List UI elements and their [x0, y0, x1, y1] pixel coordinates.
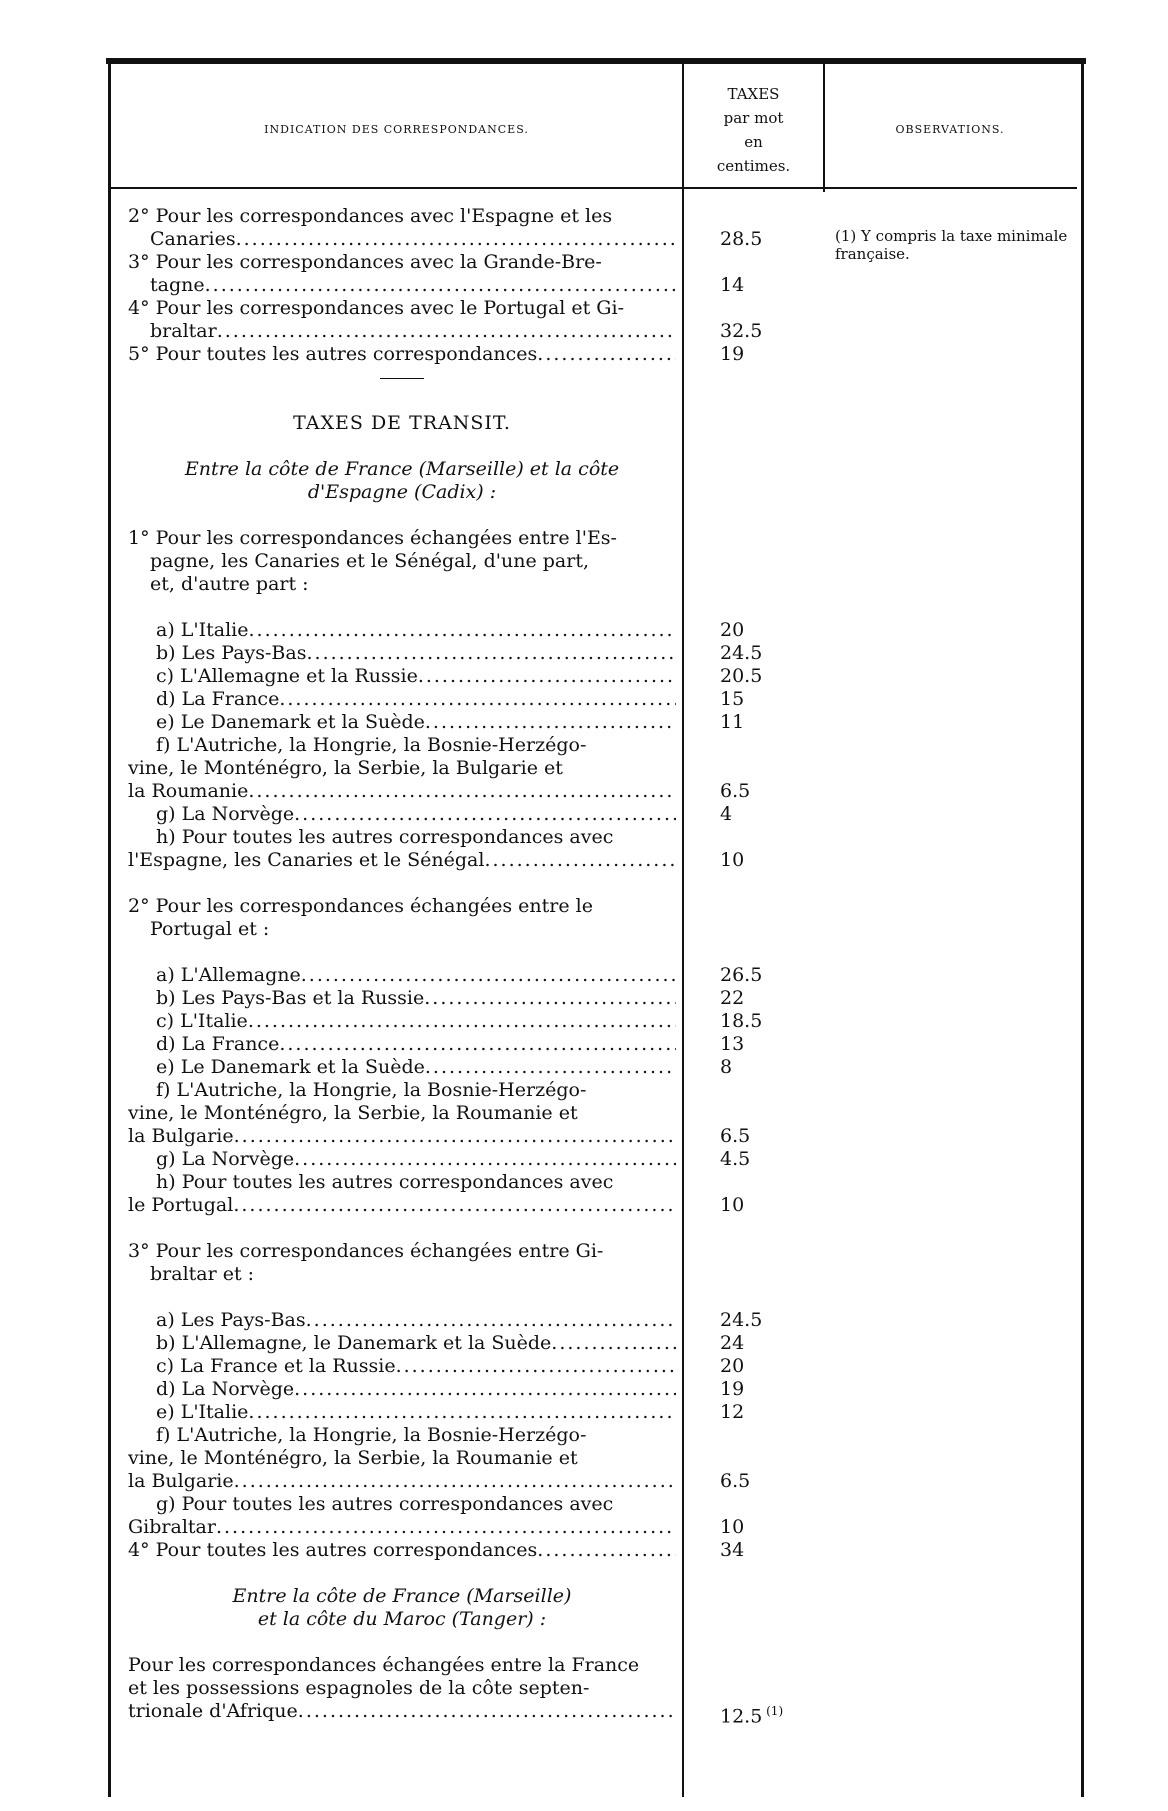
tax-value: 26.5 — [720, 964, 763, 986]
dot-leader — [205, 274, 676, 297]
spacer — [720, 1102, 820, 1125]
entry-line — [128, 228, 676, 251]
entry-line: g) Pour toutes les autres correspondances avec — [156, 1493, 614, 1515]
entry-line — [128, 1125, 676, 1148]
entry-text: la Bulgarie — [128, 1470, 234, 1492]
spacer — [720, 1631, 820, 1654]
spacer — [720, 734, 820, 757]
spacer — [128, 1631, 676, 1654]
entry-text: e) Le Danemark et la Suède — [156, 1056, 425, 1078]
entry-text: a) L'Allemagne — [156, 964, 301, 986]
entry-text: la Bulgarie — [128, 1125, 234, 1147]
header-taxes-line: en — [744, 133, 763, 151]
dot-leader — [294, 1378, 676, 1401]
spacer — [720, 297, 820, 320]
route-title: Entre la côte de France (Marseille) et la côte — [184, 458, 620, 480]
tax-value: 10 — [720, 1516, 745, 1538]
entry-text: c) L'Italie — [156, 1010, 248, 1032]
tax-value: 32.5 — [720, 320, 763, 342]
tax-value: 12 — [720, 1401, 745, 1423]
spacer — [720, 550, 820, 573]
spacer — [720, 1286, 820, 1309]
spacer — [128, 435, 676, 458]
tax-value: 20.5 — [720, 665, 763, 687]
entry-line — [128, 274, 676, 297]
entry-line — [128, 1470, 676, 1493]
spacer — [128, 596, 676, 619]
section-title: TAXES DE TRANSIT. — [293, 412, 511, 434]
entry-line — [128, 665, 676, 688]
entry-line — [128, 1033, 676, 1056]
tax-value: 24.5 — [720, 1309, 763, 1331]
spacer — [720, 205, 820, 228]
spacer — [720, 895, 820, 918]
entry-line — [128, 1309, 676, 1332]
entry-text: d) La France — [156, 688, 280, 710]
header-taxes-line: par mot — [723, 109, 784, 127]
header-observations: OBSERVATIONS. — [895, 123, 1005, 136]
spacer — [720, 573, 820, 596]
spacer — [128, 1562, 676, 1585]
separator — [128, 366, 676, 389]
entry-line — [128, 964, 676, 987]
tax-value: 24.5 — [720, 642, 763, 664]
entry-text: b) Les Pays-Bas et la Russie — [156, 987, 425, 1009]
entry-line — [128, 642, 676, 665]
entry-text: trionale d'Afrique — [128, 1700, 298, 1722]
entry-line: 3° Pour les correspondances avec la Grande-Bre- — [128, 251, 602, 273]
dot-leader — [425, 711, 676, 734]
spacer — [720, 1424, 820, 1447]
tax-value: 6.5 — [720, 1125, 751, 1147]
dot-leader — [217, 320, 676, 343]
entry-text: 5° Pour toutes les autres correspondances — [128, 343, 538, 365]
tax-value: 19 — [720, 1378, 745, 1400]
spacer — [720, 757, 820, 780]
spacer — [720, 1585, 820, 1608]
spacer — [720, 366, 820, 389]
spacer — [720, 1079, 820, 1102]
entry-line: h) Pour toutes les autres correspondances avec — [156, 826, 614, 848]
entry-text: a) Les Pays-Bas — [156, 1309, 306, 1331]
entry-line — [128, 1355, 676, 1378]
spacer — [720, 435, 820, 458]
dot-leader — [484, 849, 676, 872]
dot-leader — [216, 1516, 676, 1539]
entry-text: e) L'Italie — [156, 1401, 249, 1423]
spacer — [128, 872, 676, 895]
entry-line — [128, 849, 676, 872]
tax-value: 6.5 — [720, 1470, 751, 1492]
entry-text: 4° Pour toutes les autres correspondances — [128, 1539, 538, 1561]
route-title: d'Espagne (Cadix) : — [307, 481, 497, 503]
dot-leader — [279, 1033, 676, 1056]
spacer — [720, 872, 820, 895]
entry-line: vine, le Monténégro, la Serbie, la Roumanie et — [128, 1447, 578, 1469]
entry-line: 2° Pour les correspondances échangées entre le — [128, 895, 593, 917]
spacer — [128, 1286, 676, 1309]
entry-line — [128, 1148, 676, 1171]
spacer — [720, 1171, 820, 1194]
route-title: et la côte du Maroc (Tanger) : — [257, 1608, 547, 1630]
spacer — [720, 389, 820, 412]
entry-line — [128, 987, 676, 1010]
entry-line: Portugal et : — [150, 918, 270, 940]
dot-leader — [306, 1309, 676, 1332]
entry-line: f) L'Autriche, la Hongrie, la Bosnie-Herzégo- — [156, 1424, 587, 1446]
entry-line — [128, 619, 676, 642]
tax-value: 15 — [720, 688, 745, 710]
tax-value: 20 — [720, 1355, 745, 1377]
entry-text: b) L'Allemagne, le Danemark et la Suède — [156, 1332, 552, 1354]
header-indication: INDICATION DES CORRESPONDANCES. — [264, 123, 529, 136]
entry-line: f) L'Autriche, la Hongrie, la Bosnie-Herzégo- — [156, 734, 587, 756]
indication-column — [128, 205, 676, 1723]
entry-line: et les possessions espagnoles de la côte septen- — [128, 1677, 590, 1699]
tax-value: 14 — [720, 274, 745, 296]
route-title: Entre la côte de France (Marseille) — [232, 1585, 572, 1607]
entry-text: c) L'Allemagne et la Russie — [156, 665, 418, 687]
entry-line — [128, 320, 676, 343]
entry-line: vine, le Monténégro, la Serbie, la Roumanie et — [128, 1102, 578, 1124]
tax-value: 24 — [720, 1332, 745, 1354]
entry-text: e) Le Danemark et la Suède — [156, 711, 425, 733]
entry-text: d) La France — [156, 1033, 280, 1055]
spacer — [720, 1562, 820, 1585]
entry-text: b) Les Pays-Bas — [156, 642, 307, 664]
spacer — [720, 504, 820, 527]
entry-line: pagne, les Canaries et le Sénégal, d'une part, — [150, 550, 590, 572]
tax-value: 10 — [720, 1194, 745, 1216]
spacer — [128, 941, 676, 964]
tax-value: 28.5 — [720, 228, 763, 250]
spacer — [720, 918, 820, 941]
entry-line — [128, 1332, 676, 1355]
entry-line — [128, 1010, 676, 1033]
entry-line — [128, 688, 676, 711]
spacer — [720, 458, 820, 481]
entry-line — [128, 803, 676, 826]
footnote-ref: (1) — [762, 1704, 784, 1718]
header-taxes — [684, 82, 823, 178]
spacer — [720, 1493, 820, 1516]
dot-leader — [301, 964, 676, 987]
entry-text: a) L'Italie — [156, 619, 249, 641]
tax-value: 20 — [720, 619, 745, 641]
dot-leader — [279, 688, 676, 711]
dot-leader — [233, 1194, 676, 1217]
entry-line: h) Pour toutes les autres correspondances avec — [156, 1171, 614, 1193]
spacer — [720, 481, 820, 504]
entry-line: 1° Pour les correspondances échangées entre l'Es- — [128, 527, 617, 549]
tax-value: 34 — [720, 1539, 745, 1561]
dot-leader — [234, 1125, 676, 1148]
header-rule — [111, 187, 1077, 189]
dot-leader — [249, 619, 677, 642]
spacer — [720, 527, 820, 550]
tax-value: 19 — [720, 343, 745, 365]
entry-line — [128, 711, 676, 734]
entry-line — [128, 1516, 676, 1539]
tax-value: 22 — [720, 987, 745, 1009]
entry-text: le Portugal — [128, 1194, 234, 1216]
spacer — [720, 1447, 820, 1470]
taxes-column — [720, 205, 820, 1723]
spacer — [128, 389, 676, 412]
spacer — [720, 1217, 820, 1240]
entry-line: 2° Pour les correspondances avec l'Espagne et les — [128, 205, 613, 227]
header-taxes-line: TAXES — [727, 85, 780, 103]
dot-leader — [248, 780, 676, 803]
dot-leader — [236, 228, 676, 251]
spacer — [720, 596, 820, 619]
entry-line — [128, 1056, 676, 1079]
tax-value: 11 — [720, 711, 745, 733]
entry-line — [128, 343, 676, 366]
observation-note: (1) Y compris la taxe minimale française. — [835, 227, 1068, 263]
entry-text: tagne — [150, 274, 205, 296]
spacer — [720, 1240, 820, 1263]
dot-leader — [248, 1010, 676, 1033]
dot-leader — [294, 803, 676, 826]
entry-line — [128, 780, 676, 803]
entry-line — [128, 1194, 676, 1217]
dot-leader — [537, 1539, 676, 1562]
entry-text: la Roumanie — [128, 780, 249, 802]
entry-text: g) La Norvège — [156, 803, 295, 825]
entry-line — [128, 1700, 676, 1723]
tax-value: 10 — [720, 849, 745, 871]
tax-value: 12.5 $^{(1)}$ — [720, 1704, 784, 1723]
dot-leader — [248, 1401, 676, 1424]
spacer — [720, 412, 820, 435]
spacer — [128, 1217, 676, 1240]
spacer — [720, 941, 820, 964]
spacer — [720, 826, 820, 849]
dot-leader — [298, 1700, 676, 1723]
entry-line: braltar et : — [150, 1263, 255, 1285]
column-divider-1 — [682, 62, 684, 1797]
entry-line — [128, 1539, 676, 1562]
entry-text: c) La France et la Russie — [156, 1355, 396, 1377]
tax-value: 4 — [720, 803, 733, 825]
entry-line: f) L'Autriche, la Hongrie, la Bosnie-Herzégo- — [156, 1079, 587, 1101]
dot-leader — [551, 1332, 676, 1355]
spacer — [720, 1677, 820, 1700]
dot-leader — [537, 343, 676, 366]
entry-line: et, d'autre part : — [150, 573, 309, 595]
spacer — [720, 1654, 820, 1677]
dot-leader — [396, 1355, 676, 1378]
entry-line — [128, 1378, 676, 1401]
entry-line — [128, 1401, 676, 1424]
entry-text: braltar — [150, 320, 217, 342]
entry-line: Pour les correspondances échangées entre la France — [128, 1654, 640, 1676]
entry-text: Canaries — [150, 228, 236, 250]
entry-line: 3° Pour les correspondances échangées entre Gi- — [128, 1240, 604, 1262]
spacer — [720, 1608, 820, 1631]
tax-value: 6.5 — [720, 780, 751, 802]
dot-leader — [294, 1148, 676, 1171]
tax-value: 13 — [720, 1033, 745, 1055]
dot-leader — [425, 1056, 676, 1079]
dot-leader — [424, 987, 676, 1010]
entry-line: 4° Pour les correspondances avec le Portugal et Gi- — [128, 297, 624, 319]
entry-line: vine, le Monténégro, la Serbie, la Bulgarie et — [128, 757, 563, 779]
header-taxes-line: centimes. — [716, 157, 791, 175]
spacer — [128, 504, 676, 527]
dot-leader — [234, 1470, 676, 1493]
entry-text: l'Espagne, les Canaries et le Sénégal — [128, 849, 485, 871]
dot-leader — [418, 665, 676, 688]
dot-leader — [306, 642, 676, 665]
tax-value: 8 — [720, 1056, 733, 1078]
entry-text: d) La Norvège — [156, 1378, 295, 1400]
spacer — [720, 251, 820, 274]
entry-text: Gibraltar — [128, 1516, 216, 1538]
tax-value: 18.5 — [720, 1010, 763, 1032]
tax-value: 4.5 — [720, 1148, 751, 1170]
spacer — [720, 1263, 820, 1286]
entry-text: g) La Norvège — [156, 1148, 295, 1170]
